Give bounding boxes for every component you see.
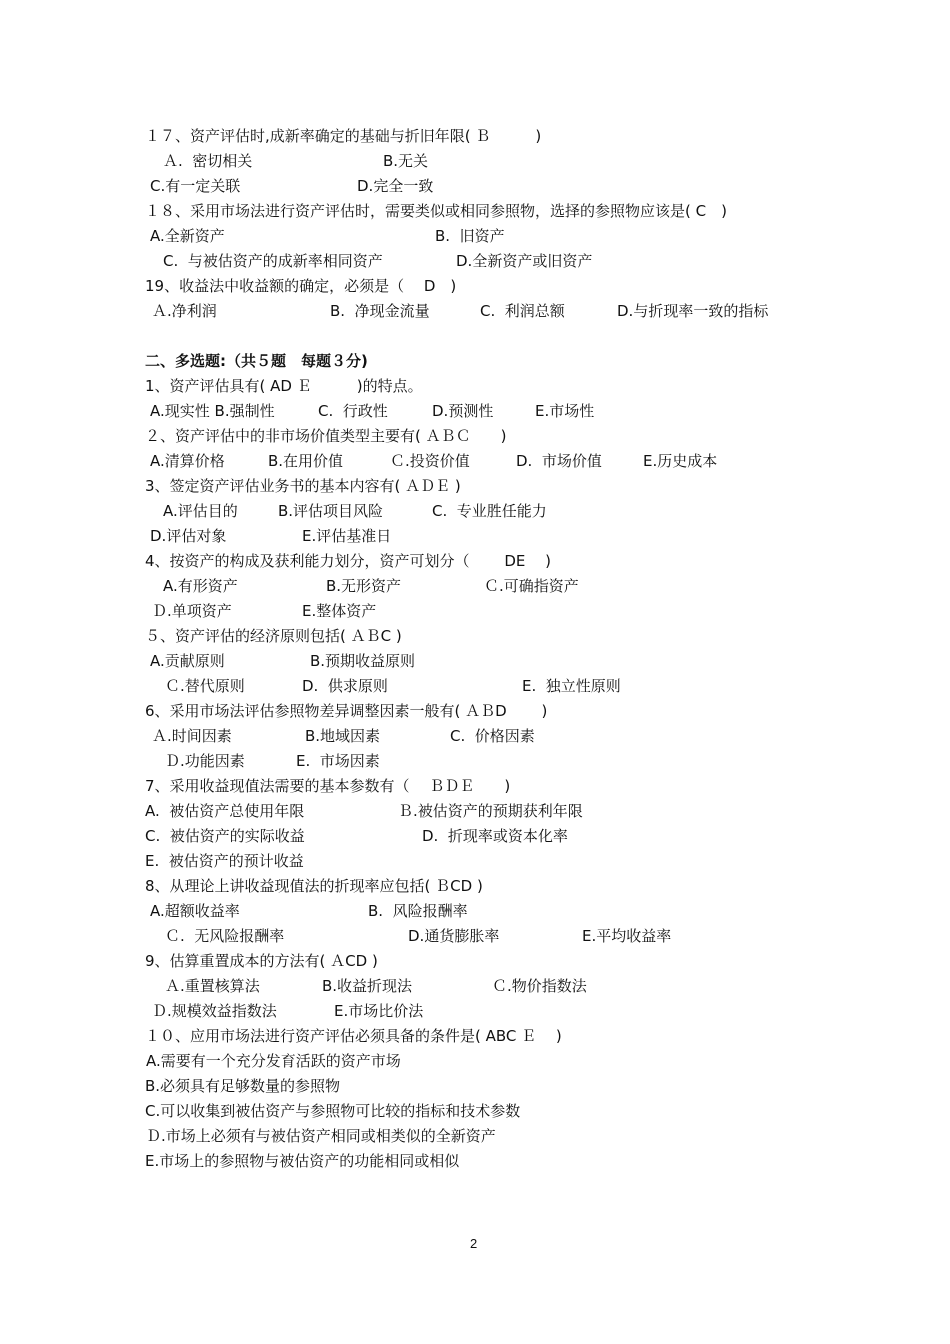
text-line: Ｄ.功能因素: [165, 752, 245, 770]
text-line: D. 供求原则: [302, 677, 388, 695]
text-line: A.需要有一个充分发育活跃的资产市场: [146, 1052, 401, 1070]
text-line: D. 折现率或资本化率: [422, 827, 568, 845]
text-line: Ａ. 密切相关: [163, 152, 253, 170]
text-line: 9、估算重置成本的方法有( ＡCD ): [145, 952, 378, 970]
text-line: 8、从理论上讲收益现值法的折现率应包括( ＢCD ): [145, 877, 483, 895]
text-line: A.有形资产: [163, 577, 238, 595]
text-line: 6、采用市场法评估参照物差异调整因素一般有( ＡＢD ): [145, 702, 548, 720]
text-line: Ｃ.投资价值: [390, 452, 470, 470]
text-line: Ｂ.被估资产的预期获利年限: [398, 802, 583, 820]
text-line: E. 独立性原则: [522, 677, 621, 695]
text-line: B.无形资产: [326, 577, 402, 595]
text-line: A. 被估资产总使用年限: [145, 802, 305, 820]
text-line: A.全新资产: [150, 227, 225, 245]
text-line: A.超额收益率: [150, 902, 240, 920]
text-line: E.平均收益率: [582, 927, 672, 945]
text-line: B.收益折现法: [322, 977, 413, 995]
text-line: E.历史成本: [643, 452, 718, 470]
text-line: B. 风险报酬率: [368, 902, 468, 920]
text-line: E. 被估资产的预计收益: [145, 852, 304, 870]
text-line: D.预测性: [432, 402, 494, 420]
text-line: B.评估项目风险: [278, 502, 384, 520]
text-line: C. 行政性: [318, 402, 388, 420]
text-line: B.无关: [383, 152, 429, 170]
text-line: Ａ.重置核算法: [165, 977, 260, 995]
text-line: Ｃ.替代原则: [165, 677, 245, 695]
text-line: C. 与被估资产的成新率相同资产: [163, 252, 383, 270]
text-line: A.贡献原则: [150, 652, 225, 670]
text-line: B.必须具有足够数量的参照物: [145, 1077, 341, 1095]
text-line: B.在用价值: [268, 452, 344, 470]
text-line: D.与折现率一致的指标: [617, 302, 769, 320]
text-line: A.现实性 B.强制性: [150, 402, 275, 420]
section-heading: 二、多选题:（共５题 每题３分): [145, 352, 368, 370]
text-line: C.可以收集到被估资产与参照物可比较的指标和技术参数: [145, 1102, 521, 1120]
text-line: B.预期收益原则: [310, 652, 416, 670]
text-line: C. 价格因素: [450, 727, 535, 745]
text-line: １７、资产评估时,成新率确定的基础与折旧年限( Ｂ ): [145, 127, 542, 145]
text-line: E.市场性: [535, 402, 595, 420]
text-line: ５、资产评估的经济原则包括( ＡＢC ): [145, 627, 402, 645]
text-line: D.评估对象: [150, 527, 227, 545]
text-line: C. 专业胜任能力: [432, 502, 547, 520]
text-line: 3、签定资产评估业务书的基本内容有( ＡＤＥ ): [145, 477, 461, 495]
text-line: Ｃ.可确指资产: [484, 577, 579, 595]
text-line: 7、采用收益现值法需要的基本参数有（ ＢＤＥ ): [145, 777, 511, 795]
text-line: C. 利润总额: [480, 302, 565, 320]
text-line: Ｃ. 无风险报酬率: [165, 927, 285, 945]
text-line: E.评估基准日: [302, 527, 392, 545]
page-number: 2: [470, 1236, 478, 1251]
text-line: ２、资产评估中的非市场价值类型主要有( ＡＢＣ ): [145, 427, 507, 445]
text-line: 19、收益法中收益额的确定，必须是（ D ): [145, 277, 457, 295]
text-line: D.完全一致: [357, 177, 434, 195]
text-line: 1、资产评估具有( AD Ｅ )的特点。: [145, 377, 423, 395]
text-line: B.地域因素: [305, 727, 381, 745]
text-line: E.市场上的参照物与被估资产的功能相同或相似: [145, 1152, 460, 1170]
text-line: Ａ.净利润: [152, 302, 217, 320]
text-line: C.有一定关联: [150, 177, 241, 195]
text-line: Ｃ.物价指数法: [492, 977, 587, 995]
text-line: B. 旧资产: [435, 227, 505, 245]
text-line: E.市场比价法: [334, 1002, 424, 1020]
text-line: Ａ.时间因素: [152, 727, 232, 745]
text-line: E.整体资产: [302, 602, 377, 620]
text-line: Ｄ.单项资产: [152, 602, 232, 620]
text-line: D.通货膨胀率: [408, 927, 500, 945]
text-line: B. 净现金流量: [330, 302, 430, 320]
text-line: １８、采用市场法进行资产评估时，需要类似或相同参照物，选择的参照物应该是( C ): [145, 202, 727, 220]
text-line: C. 被估资产的实际收益: [145, 827, 305, 845]
text-line: Ｄ.规模效益指数法: [152, 1002, 277, 1020]
text-line: A.清算价格: [150, 452, 225, 470]
text-line: E. 市场因素: [296, 752, 380, 770]
text-line: D.全新资产或旧资产: [456, 252, 593, 270]
text-line: Ｄ.市场上必须有与被估资产相同或相类似的全新资产: [146, 1127, 496, 1145]
text-line: A.评估目的: [163, 502, 238, 520]
text-line: D. 市场价值: [516, 452, 602, 470]
text-line: １０、应用市场法进行资产评估必须具备的条件是( ABC Ｅ ): [145, 1027, 562, 1045]
text-line: 4、按资产的构成及获利能力划分，资产可划分（ DE ): [145, 552, 551, 570]
